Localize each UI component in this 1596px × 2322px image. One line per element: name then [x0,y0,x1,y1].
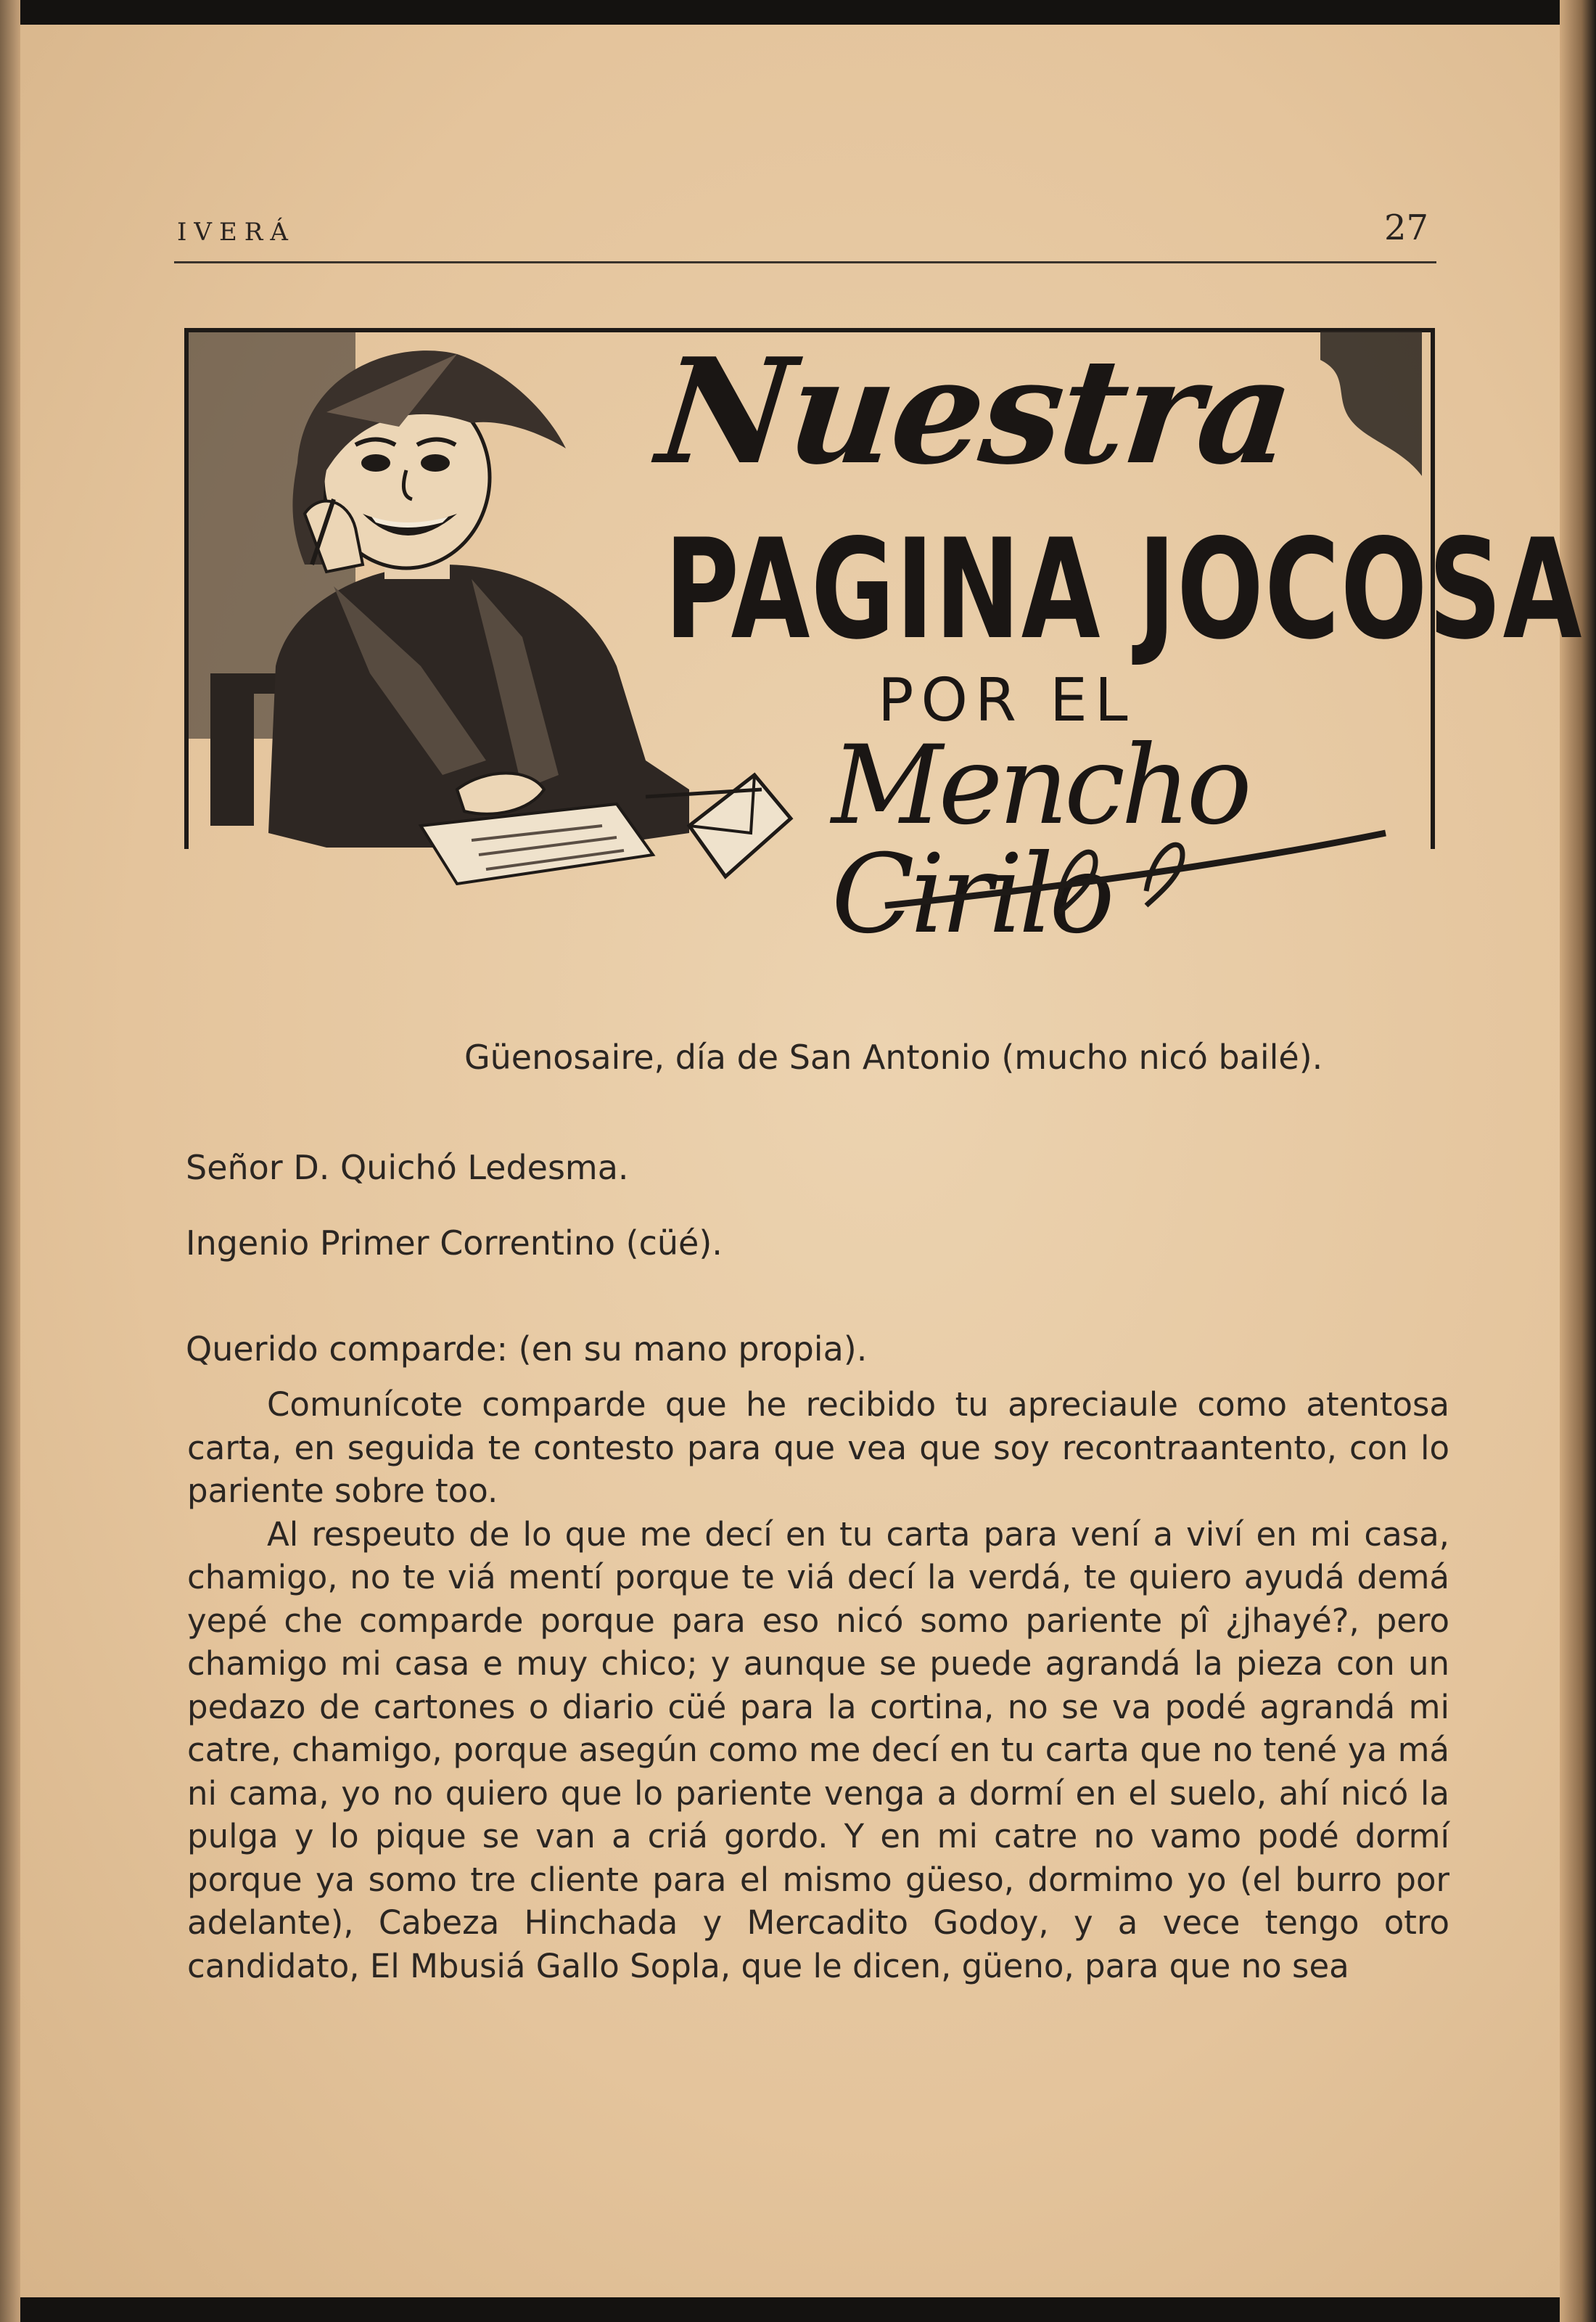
letter-paragraph: Comunícote comparde que he recibido tu apreciaule como atentosa carta, en seguida te contesto para que vea que soy recontraantento, con lo pariente sobre too. [187,1385,1449,1510]
banner-author-signature: Mencho Cirilo [831,723,1248,958]
letter-salutation: Querido comparde: (en su mano propia). [186,1329,868,1369]
section-banner [181,325,1583,958]
banner-title-por: POR EL [878,666,1135,735]
corner-hatching [1320,331,1422,476]
page-spine-shadow [0,0,20,2322]
banner-title-main: PAGINA JOCOSA [665,509,1583,670]
letter-body [187,1383,1449,1987]
letter-dateline: Güenosaire, día de San Antonio (mucho nicó bailé). [464,1038,1323,1077]
page-number: 27 [1384,208,1429,248]
page-edge-shadow [1560,0,1596,2322]
recipient-place: Ingenio Primer Correntino (cüé). [186,1223,723,1263]
banner-title-script: Nuestra [651,327,1299,497]
scan-border-bottom [0,2297,1596,2322]
signature-flourish [878,826,1400,920]
recipient-name: Señor D. Quichó Ledesma. [186,1148,629,1187]
header-rule [174,261,1436,263]
running-head: IVERÁ [177,218,295,247]
letter-paragraph: Al respeuto de lo que me decí en tu carta para vení a viví en mi casa, chamigo, no te viá mentí porque te viá decí la verdá, te quiero ayudá demá yepé che comparde porque para eso nicó somo pariente pî ¿jhayé?, pero chamigo mi casa e muy chico; y aunque se puede agrandá la pieza con un pedazo de cartones o diario cüé para la cortina, no se va podé agrandá mi catre, chamigo, porque asegún como me decí en tu carta que no tené ya má ni cama, yo no quiero que lo pariente venga a dormí en el suelo, ahí nicó la pulga y lo pique se van a criá gordo. Y en mi catre no vamo podé dormí porque ya somo tre cliente para el mismo güeso, dormimo yo (el burro por adelante), Cabeza Hinchada y Mercadito Godoy, y a vece tengo otro candidato, El Mbusiá Gallo Sopla, que le dicen, güeno, para que no sea [187,1514,1449,1985]
scan-border-top [0,0,1596,25]
